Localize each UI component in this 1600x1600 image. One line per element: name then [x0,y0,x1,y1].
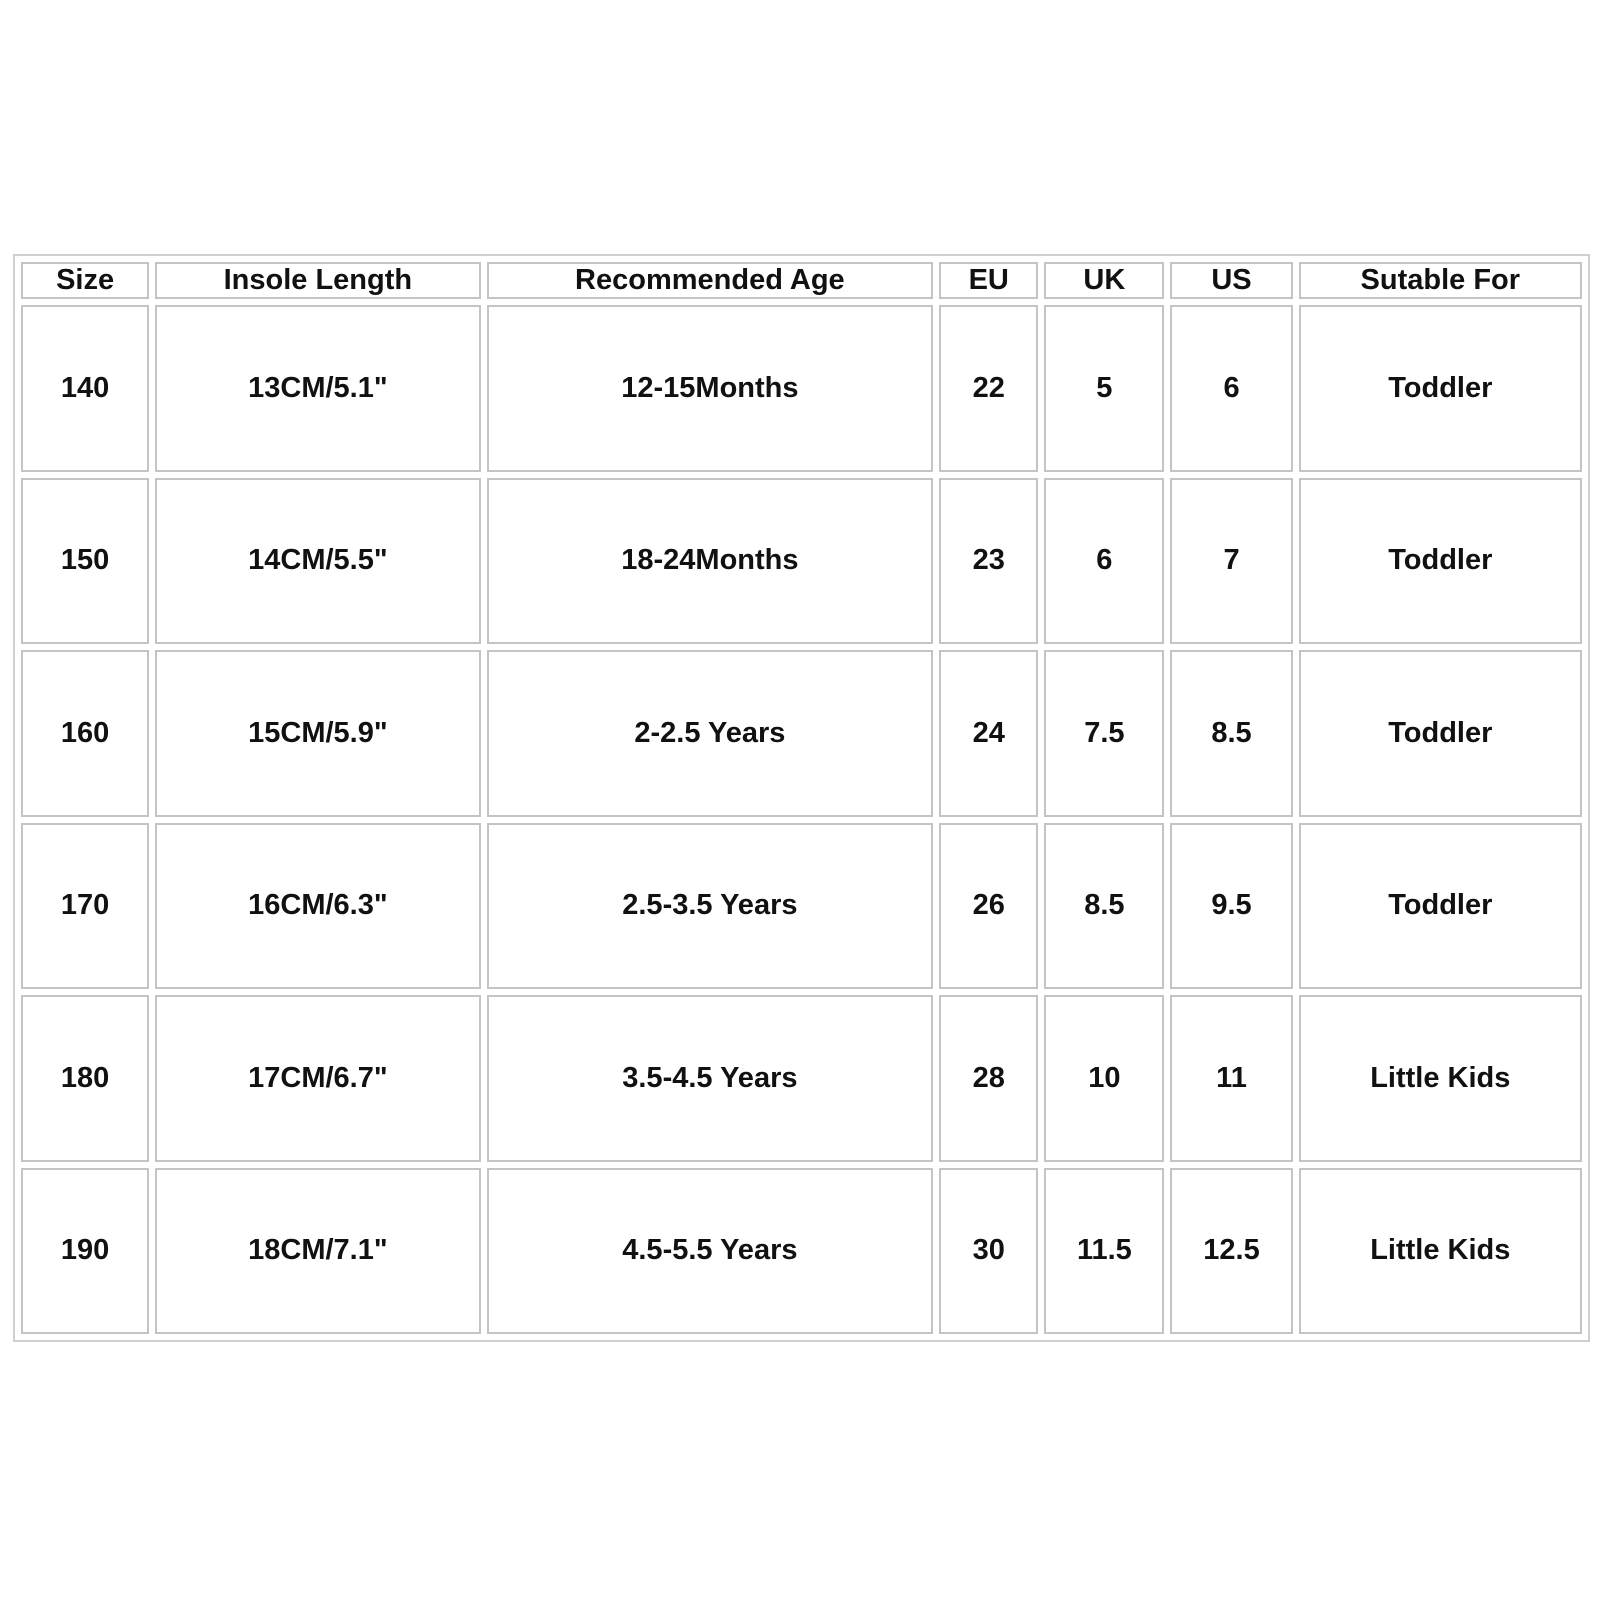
header-row [21,262,1582,299]
table-row [21,995,1582,1162]
table-row [21,305,1582,472]
cell-size: 180 [21,995,149,1162]
table-row [21,1168,1582,1335]
header-us: US [1170,262,1292,299]
cell-eu: 28 [939,995,1038,1162]
table-row [21,823,1582,990]
cell-insole-length: 13CM/5.1" [155,305,480,472]
cell-us: 12.5 [1170,1168,1292,1335]
cell-size: 190 [21,1168,149,1335]
cell-suitable-for: Toddler [1299,305,1582,472]
cell-insole-length: 14CM/5.5" [155,478,480,645]
cell-size: 170 [21,823,149,990]
cell-uk: 8.5 [1044,823,1164,990]
cell-recommended-age: 18-24Months [487,478,934,645]
cell-insole-length: 18CM/7.1" [155,1168,480,1335]
cell-us: 7 [1170,478,1292,645]
cell-insole-length: 15CM/5.9" [155,650,480,817]
cell-eu: 23 [939,478,1038,645]
header-suitable-for: Sutable For [1299,262,1582,299]
header-uk: UK [1044,262,1164,299]
cell-insole-length: 16CM/6.3" [155,823,480,990]
cell-us: 11 [1170,995,1292,1162]
cell-suitable-for: Toddler [1299,478,1582,645]
cell-recommended-age: 2.5-3.5 Years [487,823,934,990]
cell-recommended-age: 3.5-4.5 Years [487,995,934,1162]
header-recommended-age: Recommended Age [487,262,934,299]
cell-suitable-for: Little Kids [1299,1168,1582,1335]
cell-size: 150 [21,478,149,645]
cell-recommended-age: 12-15Months [487,305,934,472]
cell-size: 160 [21,650,149,817]
cell-uk: 11.5 [1044,1168,1164,1335]
cell-insole-length: 17CM/6.7" [155,995,480,1162]
cell-uk: 5 [1044,305,1164,472]
cell-recommended-age: 2-2.5 Years [487,650,934,817]
cell-us: 9.5 [1170,823,1292,990]
table-row [21,650,1582,817]
cell-recommended-age: 4.5-5.5 Years [487,1168,934,1335]
size-chart-table [13,254,1590,1342]
cell-size: 140 [21,305,149,472]
cell-suitable-for: Toddler [1299,650,1582,817]
cell-us: 6 [1170,305,1292,472]
header-eu: EU [939,262,1038,299]
cell-eu: 22 [939,305,1038,472]
cell-eu: 24 [939,650,1038,817]
cell-uk: 6 [1044,478,1164,645]
cell-us: 8.5 [1170,650,1292,817]
cell-uk: 7.5 [1044,650,1164,817]
cell-suitable-for: Little Kids [1299,995,1582,1162]
cell-suitable-for: Toddler [1299,823,1582,990]
header-insole-length: Insole Length [155,262,480,299]
cell-eu: 30 [939,1168,1038,1335]
cell-uk: 10 [1044,995,1164,1162]
cell-eu: 26 [939,823,1038,990]
header-size: Size [21,262,149,299]
table-row [21,478,1582,645]
